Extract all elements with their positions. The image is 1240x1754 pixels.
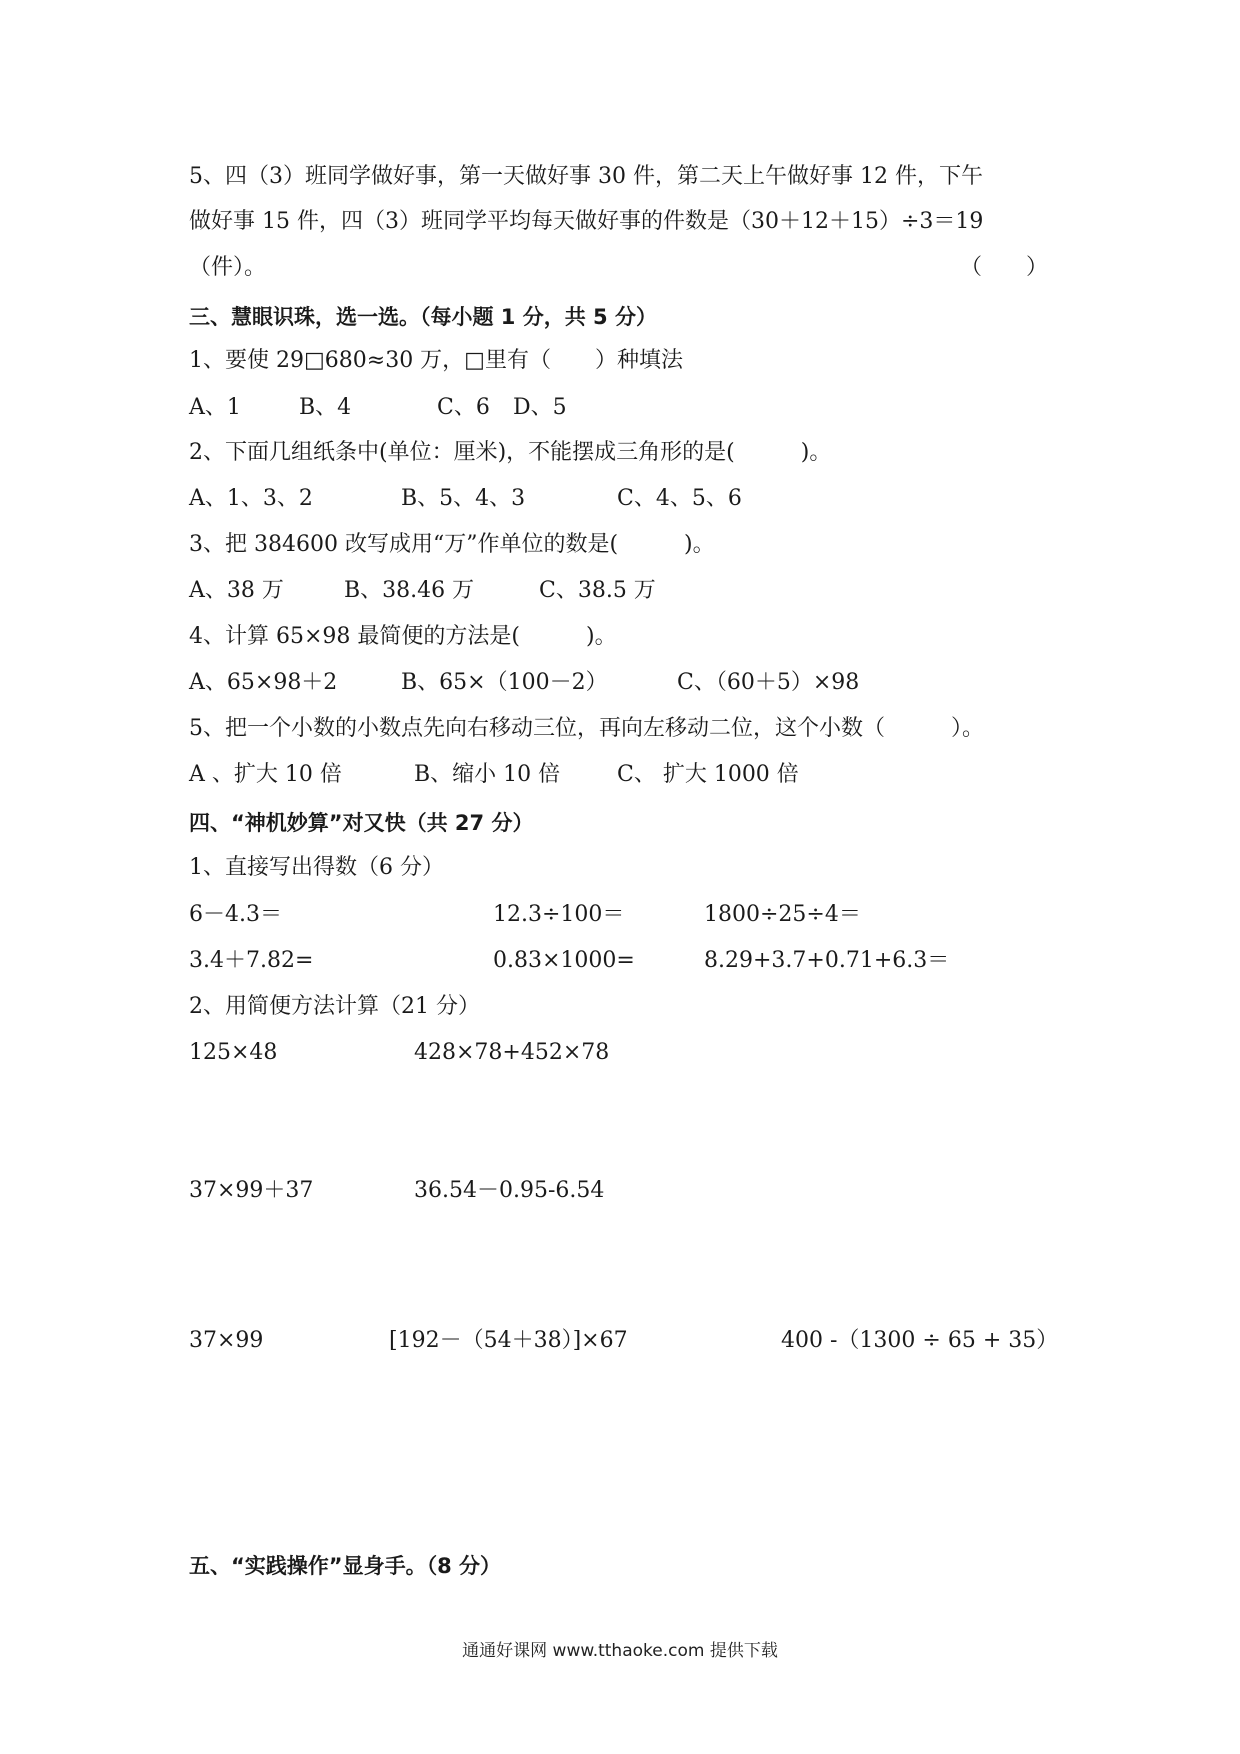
section3-title: 三、慧眼识珠，选一选。（每小题 1 分，共 5 分） bbox=[189, 305, 657, 329]
footer-credit: 通通好课网 www.tthaoke.com 提供下载 bbox=[462, 1641, 778, 1661]
section4-title: 四、“神机妙算”对又快（共 27 分） bbox=[189, 811, 534, 835]
calc-item: 3.4＋7.82= bbox=[189, 948, 314, 973]
calc-item: 8.29+3.7+0.71+6.3＝ bbox=[704, 948, 950, 973]
s3-q1: 1、要使 29□680≈30 万，□里有（ ）种填法 bbox=[189, 348, 683, 373]
option-b: B、5、4、3 bbox=[401, 486, 526, 511]
q5-line2: 做好事 15 件，四（3）班同学平均每天做好事的件数是（30＋12＋15）÷3＝19 bbox=[189, 209, 984, 234]
option-a: A、1、3、2 bbox=[189, 486, 313, 511]
calc-item: 0.83×1000= bbox=[493, 948, 635, 973]
calc-item: 428×78+452×78 bbox=[414, 1040, 610, 1065]
q5-answer-paren: （ ） bbox=[960, 255, 1049, 280]
option-a: A、38 万 bbox=[189, 578, 284, 603]
option-a: A 、扩大 10 倍 bbox=[189, 762, 342, 787]
s3-q2: 2、下面几组纸条中(单位：厘米)，不能摆成三角形的是( )。 bbox=[189, 440, 832, 465]
s4-part2-heading: 2、用简便方法计算（21 分） bbox=[189, 994, 480, 1019]
option-c: C、（60＋5）×98 bbox=[677, 670, 860, 695]
option-a: A、1 bbox=[189, 395, 241, 420]
calc-item: 400 -（1300 ÷ 65 + 35） bbox=[781, 1328, 1059, 1353]
option-c: C、6 bbox=[437, 395, 490, 420]
option-b: B、38.46 万 bbox=[344, 578, 475, 603]
s3-q3: 3、把 384600 改写成用“万”作单位的数是( )。 bbox=[189, 532, 715, 557]
q5-line3: （件）。 bbox=[189, 255, 267, 280]
option-c: C、 扩大 1000 倍 bbox=[617, 762, 799, 787]
option-b: B、65×（100－2） bbox=[401, 670, 608, 695]
calc-item: 6－4.3＝ bbox=[189, 902, 282, 927]
q5-line1: 5、四（3）班同学做好事，第一天做好事 30 件，第二天上午做好事 12 件，下午 bbox=[189, 164, 983, 189]
option-c: C、38.5 万 bbox=[539, 578, 656, 603]
calc-item: 37×99＋37 bbox=[189, 1178, 314, 1203]
option-b: B、4 bbox=[299, 395, 352, 420]
calc-item: 1800÷25÷4＝ bbox=[704, 902, 861, 927]
s3-q4: 4、计算 65×98 最简便的方法是( )。 bbox=[189, 624, 617, 649]
calc-item: 12.3÷100＝ bbox=[493, 902, 625, 927]
calc-item: 36.54－0.95-6.54 bbox=[414, 1178, 605, 1203]
section5-title: 五、“实践操作”显身手。（8 分） bbox=[189, 1554, 502, 1578]
s3-q5: 5、把一个小数的小数点先向右移动三位，再向左移动二位，这个小数（ ）。 bbox=[189, 716, 984, 741]
calc-item: [192－（54＋38）]×67 bbox=[389, 1328, 628, 1353]
option-b: B、缩小 10 倍 bbox=[414, 762, 561, 787]
option-a: A、65×98＋2 bbox=[189, 670, 338, 695]
option-c: C、4、5、6 bbox=[617, 486, 742, 511]
calc-item: 37×99 bbox=[189, 1328, 264, 1353]
calc-item: 125×48 bbox=[189, 1040, 278, 1065]
s4-part1-heading: 1、直接写出得数（6 分） bbox=[189, 855, 444, 880]
option-d: D、5 bbox=[513, 395, 567, 420]
